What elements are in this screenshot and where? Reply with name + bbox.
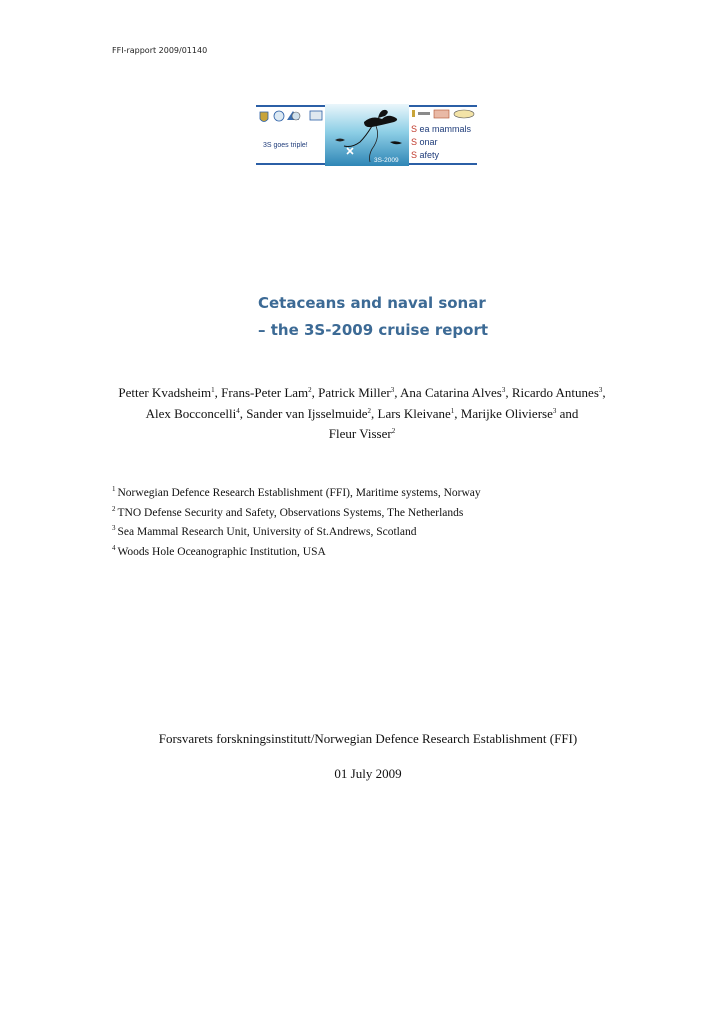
- affiliation-number: 2: [112, 504, 116, 513]
- author-separator: and: [556, 405, 579, 421]
- author-separator: ,: [239, 405, 247, 421]
- author-separator: ,: [505, 385, 512, 400]
- author-affiliation-mark: 2: [308, 386, 312, 394]
- affiliation-text: Norwegian Defence Research Establishment (FFI), Maritime systems, Norway: [117, 487, 481, 499]
- author-separator: ,: [311, 385, 319, 400]
- banner-year: 3S-2009: [374, 157, 399, 164]
- author-name: Alex Bocconcelli: [145, 405, 237, 421]
- author-affiliation-mark: 2: [367, 406, 372, 415]
- affiliation-number: 1: [112, 485, 116, 493]
- author-affiliation-mark: 2: [391, 427, 396, 435]
- affiliation-item: [112, 543, 612, 563]
- author-name: Fleur Visser: [328, 426, 392, 441]
- author-line: [0, 404, 724, 425]
- title-line-1: Cetaceans and naval sonar: [258, 294, 486, 312]
- affiliation-item: [112, 523, 612, 543]
- author-separator: ,: [394, 385, 401, 400]
- author-separator: ,: [454, 405, 461, 421]
- banner-line-sonar: S onar: [411, 137, 438, 147]
- author-separator: ,: [214, 385, 222, 400]
- author-name: Ricardo Antunes: [511, 385, 599, 400]
- author-affiliation-mark: 3: [501, 386, 506, 394]
- affiliation-text: Woods Hole Oceanographic Institution, USA: [117, 545, 326, 558]
- affiliation-number: 4: [112, 543, 116, 552]
- author-name: Ana Catarina Alves: [400, 385, 502, 400]
- affiliation-item: [112, 504, 612, 524]
- report-reference: FFI-rapport 2009/01140: [112, 46, 208, 55]
- author-name: Sander van Ijsselmuide: [246, 405, 368, 421]
- author-affiliation-mark: 1: [211, 386, 215, 394]
- author-list: [0, 383, 724, 445]
- title-line-2: – the 3S-2009 cruise report: [258, 321, 489, 339]
- report-title: [258, 290, 518, 344]
- author-affiliation-mark: 4: [236, 406, 240, 415]
- author-separator: ,: [371, 405, 378, 421]
- author-name: Lars Kleivane: [377, 405, 451, 421]
- publisher-institution: Forsvarets forskningsinstitutt/Norwegian Defence Research Establishment (FFI): [158, 731, 578, 746]
- author-line: [0, 424, 724, 445]
- banner-line-safety: S afety: [411, 150, 440, 160]
- banner-tagline: 3S goes triple!: [263, 142, 308, 149]
- affiliation-text: TNO Defense Security and Safety, Observations Systems, The Netherlands: [117, 506, 464, 519]
- author-name: Patrick Miller: [318, 385, 391, 400]
- author-affiliation-mark: 1: [450, 406, 455, 415]
- publication-date: 01 July 2009: [334, 766, 402, 781]
- author-name: Frans-Peter Lam: [221, 385, 309, 400]
- affiliation-number: 3: [112, 524, 116, 532]
- project-banner: [256, 104, 477, 166]
- author-affiliation-mark: 3: [552, 406, 557, 415]
- affiliation-item: [112, 484, 612, 504]
- affiliation-list: [112, 484, 612, 562]
- author-separator: ,: [602, 385, 606, 400]
- banner-line-sea-mammals: S ea mammals: [411, 124, 472, 134]
- author-affiliation-mark: 3: [598, 386, 603, 394]
- author-name: Petter Kvadsheim: [118, 385, 212, 400]
- author-name: Marijke Olivierse: [460, 405, 553, 421]
- affiliation-text: Sea Mammal Research Unit, University of St.Andrews, Scotland: [117, 526, 417, 538]
- author-affiliation-mark: 3: [390, 386, 395, 394]
- author-line: [0, 383, 724, 404]
